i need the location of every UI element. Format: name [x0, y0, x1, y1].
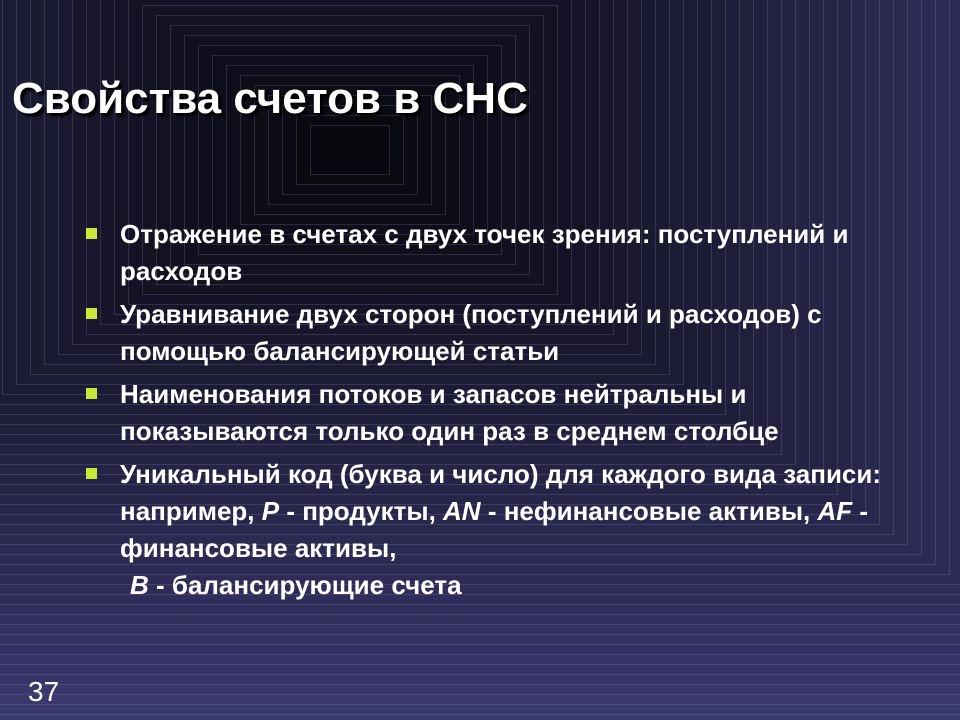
bullet-text-part: - продукты,: [279, 496, 444, 526]
bullet-item-3: [86, 376, 936, 450]
background-ring: [310, 125, 390, 175]
bullet-list: [86, 216, 936, 610]
slide-number: 37: [28, 676, 60, 707]
bullet-item-1: [86, 216, 936, 290]
bullet-text-part: - балансирующие счета: [148, 570, 462, 600]
bullet-square-icon: [86, 228, 97, 239]
code-b: B: [130, 570, 149, 600]
bullet-item-4: [86, 456, 936, 604]
code-an: AN: [443, 496, 481, 526]
bullet-text: Отражение в счетах с двух точек зрения: поступлений и расходов: [120, 219, 849, 286]
bullet-square-icon: [86, 308, 97, 319]
bullet-text-part: Уникальный код (буква и число) для каждого вида записи: например,: [120, 459, 882, 526]
bullet-text-part: - финансовые активы,: [120, 496, 869, 563]
bullet-square-icon: [86, 388, 97, 399]
code-p: P: [261, 496, 280, 526]
bullet-text: Уравнивание двух сторон (поступлений и расходов) с помощью балансирующей статьи: [120, 299, 822, 366]
bullet-item-2: [86, 296, 936, 370]
bullet-text-part: - нефинансовые активы,: [480, 496, 818, 526]
slide-title: Свойства счетов в СНС: [12, 74, 528, 123]
bullet-square-icon: [86, 468, 97, 479]
code-af: AF: [817, 496, 853, 526]
bullet-text: [120, 456, 936, 604]
bullet-text: Наименования потоков и запасов нейтральны и показываются только один раз в среднем столбце: [120, 379, 779, 446]
